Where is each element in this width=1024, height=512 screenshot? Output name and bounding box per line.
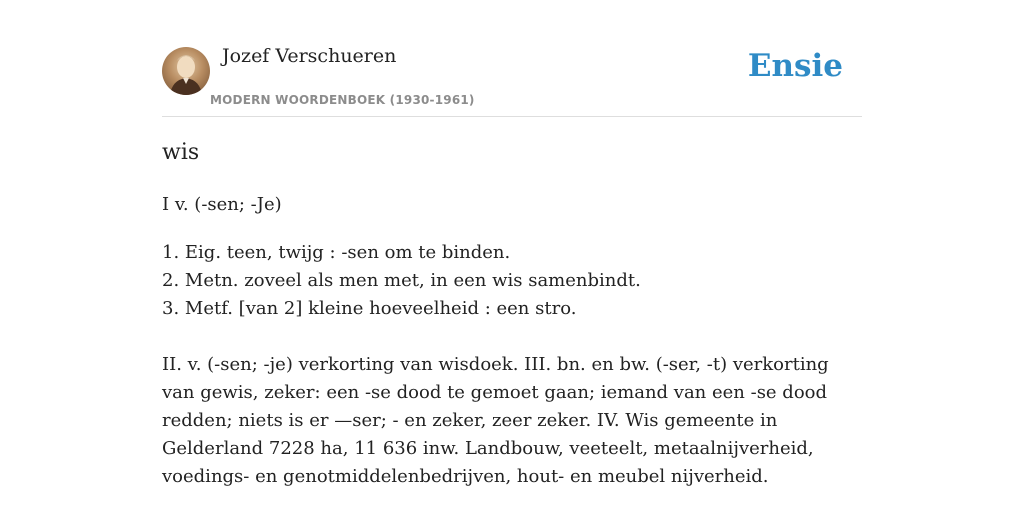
- source-title: MODERN WOORDENBOEK (1930-1961): [210, 93, 475, 107]
- entry-grammar: I v. (-sen; -Je): [162, 194, 282, 215]
- entry-header: [162, 0, 862, 117]
- author-name-link[interactable]: Jozef Verschueren: [222, 45, 397, 67]
- sense-item: 1. Eig. teen, twijg : -sen om te binden.: [162, 242, 511, 263]
- ensie-logo[interactable]: Ensie: [747, 48, 843, 84]
- sense-list: [162, 239, 641, 323]
- sense-item: 2. Metn. zoveel als men met, in een wis samenbindt.: [162, 270, 641, 291]
- entry-headword: wis: [162, 140, 200, 165]
- entry-body-text: II. v. (-sen; -je) verkorting van wisdoek. III. bn. en bw. (-ser, -t) verkorting van gewis, zeker: een -se dood te gemoet gaan; iemand van een -se dood redden; niets is er —ser; - en zeker, zeer zeker. IV. Wis gemeente in Gelderland 7228 ha, 11 636 inw. Landbouw, veeteelt, metaalnijverheid, voedings- en genotmiddelenbedrijven, hout- en meubel nijverheid.: [162, 354, 829, 487]
- author-avatar[interactable]: [162, 47, 210, 95]
- author-portrait-icon: [162, 47, 210, 95]
- sense-item: 3. Metf. [van 2] kleine hoeveelheid : een stro.: [162, 298, 577, 319]
